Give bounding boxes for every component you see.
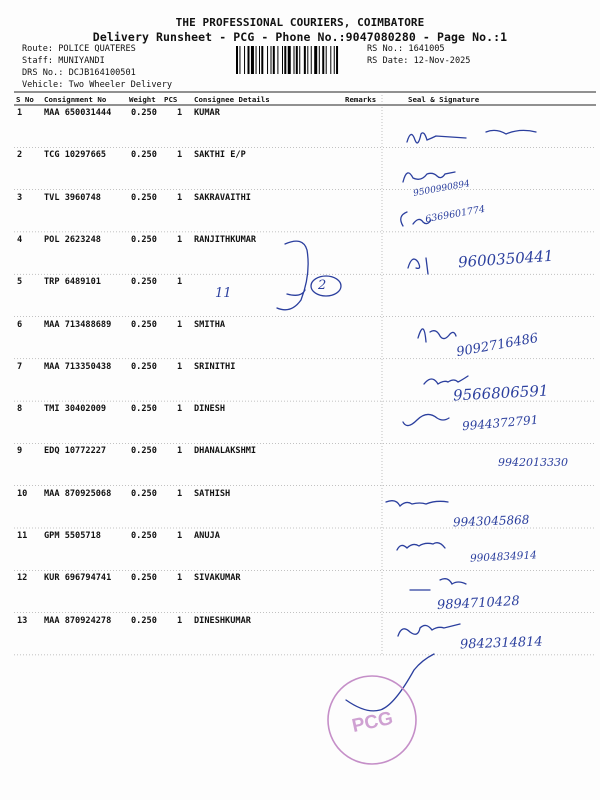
signature-row-1 xyxy=(407,130,536,143)
pcg-stamp xyxy=(322,670,422,770)
phone-row-2: 9500990894 xyxy=(412,179,471,199)
runsheet-subtitle: Delivery Runsheet - PCG - Phone No.:9047080280 - Page No.:1 xyxy=(92,30,508,44)
col-header-seal: Seal & Signature xyxy=(408,95,480,104)
row-7-consignee: SRINITHI xyxy=(194,361,236,372)
row-11-sno: 11 xyxy=(17,531,28,541)
signature-row-10 xyxy=(386,501,448,506)
col-header-consignee: Consignee Details xyxy=(194,95,270,104)
row-8-consignment: TMI 30402009 xyxy=(44,404,107,415)
row-10-sno: 10 xyxy=(17,488,28,499)
barcode-bar xyxy=(288,46,291,74)
signature-row-11 xyxy=(397,543,445,550)
col-header-pcs: PCS xyxy=(164,95,178,104)
signature-row-13 xyxy=(398,624,460,636)
row-5-pcs: 1 xyxy=(177,277,183,288)
row-4-consignment: POL 2623248 xyxy=(44,234,101,245)
row-3-pcs: 1 xyxy=(177,192,183,203)
row-2-pcs: 1 xyxy=(177,150,183,161)
barcode-bar xyxy=(259,46,260,74)
row-12-sno: 12 xyxy=(17,573,28,584)
barcode-bar xyxy=(277,46,278,74)
barcode-bar xyxy=(304,46,306,74)
phone-row-4: 9600350441 xyxy=(457,246,554,272)
barcode-bar xyxy=(267,46,268,74)
barcode-bar xyxy=(322,46,324,74)
row-10-weight: 0.250 xyxy=(131,488,157,499)
row-2-weight: 0.250 xyxy=(131,150,157,161)
row-1-sno: 1 xyxy=(17,108,23,118)
row-4-weight: 0.250 xyxy=(131,234,157,245)
row-3-weight: 0.250 xyxy=(131,192,157,203)
row-7-pcs: 1 xyxy=(177,361,183,372)
signature-row-12 xyxy=(410,579,466,590)
row-5-consignment: TRP 6489101 xyxy=(44,277,101,288)
barcode-bar xyxy=(256,46,257,74)
barcode-bar xyxy=(284,46,286,74)
barcode-bar xyxy=(273,46,275,74)
row-2-sno: 2 xyxy=(17,150,23,161)
barcode-bar xyxy=(239,46,240,74)
barcode-bar xyxy=(271,46,272,74)
rs-number: RS No.: 1641005 xyxy=(367,44,445,54)
barcode-bar xyxy=(319,46,320,74)
barcode-bar xyxy=(294,46,295,74)
barcode-bar xyxy=(236,46,238,74)
phone-row-8: 9944372791 xyxy=(461,412,539,434)
row-4-sno: 4 xyxy=(17,234,23,245)
row-5-weight: 0.250 xyxy=(131,277,157,288)
phone-row-12: 9894710428 xyxy=(436,593,521,614)
phone-row-3: 6369601774 xyxy=(424,203,486,226)
row-8-consignee: DINESH xyxy=(194,404,226,415)
phone-row-6: 9092716486 xyxy=(455,330,540,361)
col-header-remarks: Remarks xyxy=(345,95,377,104)
row-4-consignee: RANJITHKUMAR xyxy=(194,234,257,245)
barcode-bar xyxy=(314,46,317,74)
phone-row-7: 9566806591 xyxy=(452,381,549,405)
barcode-bar xyxy=(299,46,300,74)
row-6-sno: 6 xyxy=(17,319,23,330)
staff-text: Staff: MUNIYANDI xyxy=(22,56,105,66)
row-8-weight: 0.250 xyxy=(131,404,157,415)
row-13-consignment: MAA 870924278 xyxy=(44,615,112,626)
barcode-bar xyxy=(282,46,283,74)
row-1-weight: 0.250 xyxy=(131,108,157,118)
row-3-consignment: TVL 3960748 xyxy=(44,192,101,203)
circled-number: 2 xyxy=(318,278,327,293)
phone-row-11: 9904834914 xyxy=(469,549,538,565)
mark-row-5: 11 xyxy=(215,286,232,301)
row-8-pcs: 1 xyxy=(177,404,183,415)
col-header-consignment: Consignment No xyxy=(44,95,107,104)
barcode-bar xyxy=(334,46,335,74)
row-9-consignee: DHANALAKSHMI xyxy=(194,446,257,457)
rs-date: RS Date: 12-Nov-2025 xyxy=(367,56,471,66)
col-header-weight: Weight xyxy=(129,95,156,104)
row-13-weight: 0.250 xyxy=(131,615,157,626)
row-13-sno: 13 xyxy=(17,615,28,626)
barcode-bar xyxy=(336,46,338,74)
signature-row-4 xyxy=(408,258,428,274)
row-13-pcs: 1 xyxy=(177,615,183,626)
row-2-consignment: TCG 10297665 xyxy=(44,150,107,161)
barcode xyxy=(236,46,364,74)
phone-row-9: 9942013330 xyxy=(498,456,568,469)
row-11-weight: 0.250 xyxy=(131,531,157,541)
barcode-bar xyxy=(296,46,298,74)
row-3-sno: 3 xyxy=(17,192,23,203)
row-9-sno: 9 xyxy=(17,446,23,457)
row-12-consignment: KUR 696794741 xyxy=(44,573,112,584)
row-11-consignment: GPM 5505718 xyxy=(44,531,101,541)
stamp-text: PCG xyxy=(350,707,395,737)
row-2-consignee: SAKTHI E/P xyxy=(194,150,246,161)
row-13-consignee: DINESHKUMAR xyxy=(194,615,251,626)
barcode-bar xyxy=(244,46,245,74)
barcode-bar xyxy=(307,46,308,74)
company-title: THE PROFESSIONAL COURIERS, COIMBATORE xyxy=(175,16,425,29)
row-6-consignment: MAA 713488689 xyxy=(44,319,112,330)
row-11-consignee: ANUJA xyxy=(194,531,220,541)
barcode-bar xyxy=(261,46,263,74)
row-4-pcs: 1 xyxy=(177,234,183,245)
phone-row-13: 9842314814 xyxy=(459,634,543,653)
row-12-weight: 0.250 xyxy=(131,573,157,584)
barcode-bar xyxy=(330,46,331,74)
barcode-bar xyxy=(248,46,250,74)
row-10-consignment: MAA 870925068 xyxy=(44,488,112,499)
barcode-bar xyxy=(251,46,254,74)
row-10-pcs: 1 xyxy=(177,488,183,499)
signature-row-6 xyxy=(418,329,456,342)
row-1-consignee: KUMAR xyxy=(194,108,220,118)
signature-row-2 xyxy=(403,172,455,182)
row-12-pcs: 1 xyxy=(177,573,183,584)
barcode-bar xyxy=(311,46,312,74)
row-7-consignment: MAA 713350438 xyxy=(44,361,112,372)
col-header-sno: S No xyxy=(16,95,34,104)
row-7-sno: 7 xyxy=(17,361,23,372)
row-9-pcs: 1 xyxy=(177,446,183,457)
row-6-pcs: 1 xyxy=(177,319,183,330)
signature-row-7 xyxy=(424,376,468,384)
vehicle-text: Vehicle: Two Wheeler Delivery xyxy=(22,80,173,90)
row-8-sno: 8 xyxy=(17,404,23,415)
row-5-sno: 5 xyxy=(17,277,23,288)
row-1-consignment: MAA 650031444 xyxy=(44,108,112,118)
phone-row-10: 9943045868 xyxy=(452,512,530,530)
row-12-consignee: SIVAKUMAR xyxy=(194,573,241,584)
row-7-weight: 0.250 xyxy=(131,361,157,372)
row-9-consignment: EDQ 10772227 xyxy=(44,446,107,457)
row-9-weight: 0.250 xyxy=(131,446,157,457)
row-11-pcs: 1 xyxy=(177,531,183,541)
row-10-consignee: SATHISH xyxy=(194,488,231,499)
drs-number: DRS No.: DCJB164100501 xyxy=(22,68,136,78)
barcode-bar xyxy=(326,46,327,74)
signature-row-8 xyxy=(403,414,449,425)
row-3-consignee: SAKRAVAITHI xyxy=(194,192,251,203)
route-text: Route: POLICE QUATERES xyxy=(22,44,136,54)
bracket-mark xyxy=(277,241,308,310)
row-6-consignee: SMITHA xyxy=(194,319,226,330)
row-1-pcs: 1 xyxy=(177,108,183,118)
row-6-weight: 0.250 xyxy=(131,319,157,330)
